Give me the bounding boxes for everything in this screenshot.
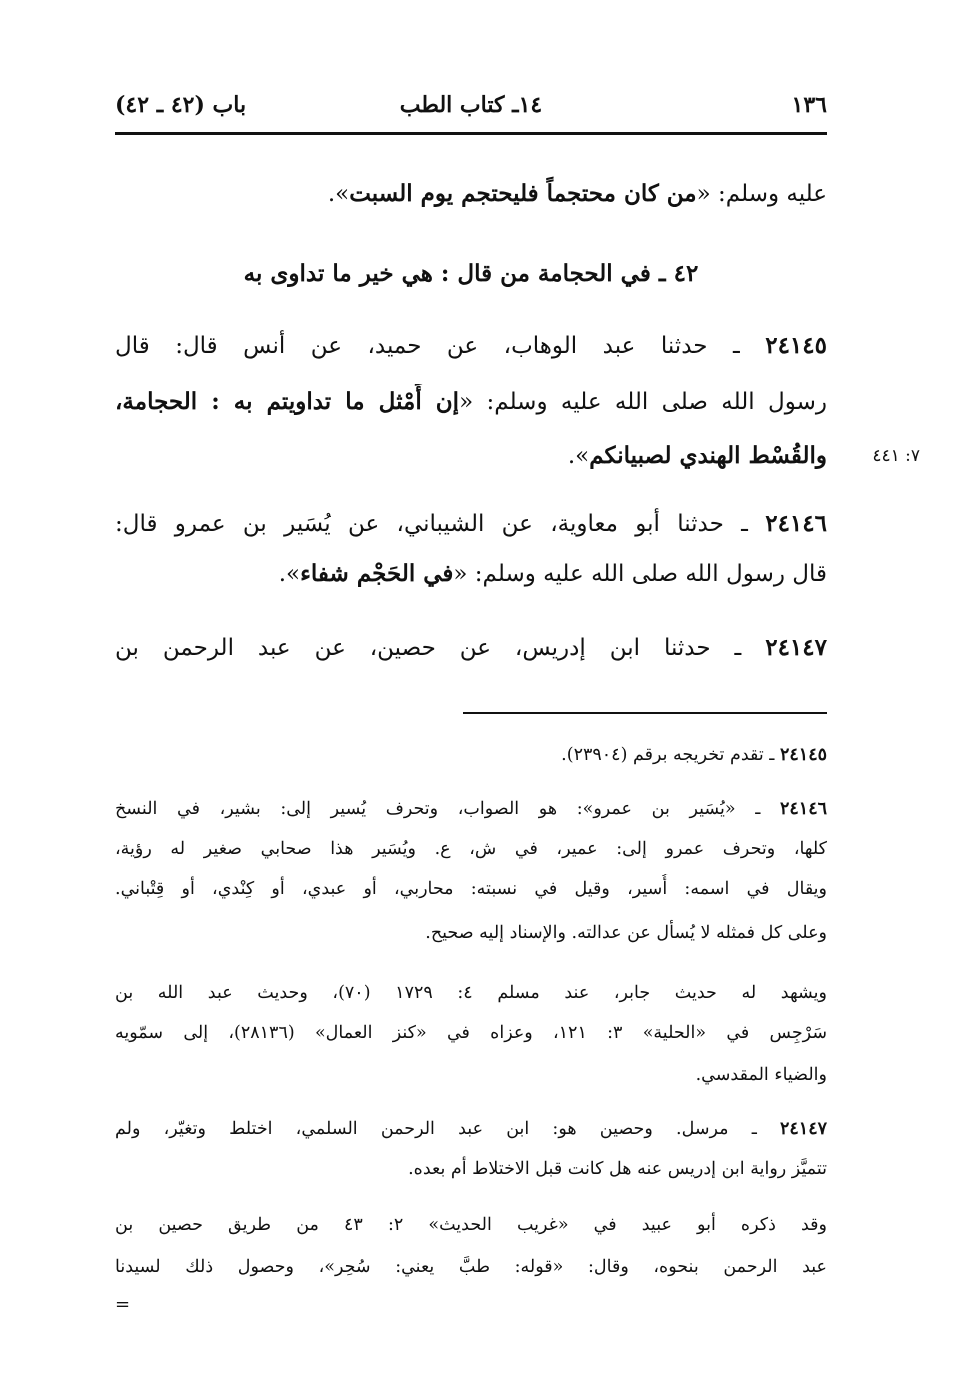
footnote-24147-line-2: تتميَّز رواية ابن إدريس عنه هل كانت قبل الاختلاط أم بعده. — [408, 1159, 827, 1179]
section-heading: ٤٢ ـ في الحجامة من قال : هي خير ما تداوى به — [243, 260, 699, 287]
footnote-24146-line-4: وعلى كل فمثله لا يُسأل عن عدالته. والإسناد إليه صحيح. — [425, 923, 827, 943]
hadith-24145-line-3: والقُسْط الهندي لصبيانكم». — [567, 442, 827, 469]
hadith-24146-line-2: قال رسول الله صلى الله عليه وسلم: «في الحَجْم شفاء». — [278, 560, 827, 587]
footnote-24146-line-3: ويقال في اسمه: أُسير، وقيل في نسبته: محاربي، أو عبدي، أو كِنْدي، أو قِتْباني. — [115, 879, 827, 899]
footnote-para-5-line-1: وقد ذكره أبو عبيد في «غريب الحديث» ٢: ٤٣ من طريق حصين بن — [115, 1215, 827, 1235]
hadith-24147-line-1: ٢٤١٤٧ ـ حدثنا ابن إدريس، عن حصين، عن عبد الرحمن بن — [115, 634, 827, 661]
hadith-number: ٢٤١٤٥ — [765, 332, 827, 359]
hadith-24146-line-1: ٢٤١٤٦ ـ حدثنا أبو معاوية، عن الشيباني، عن يُسَير بن عمرو قال: — [115, 510, 827, 537]
footnote-24146-line-1: ٢٤١٤٦ ـ «يُسَير بن عمرو»: هو الصواب، وتحرف يُسير إلى: بشير، في النسخ — [115, 799, 827, 819]
hadith-number: ٢٤١٤٦ — [765, 510, 827, 537]
hadith-number: ٢٤١٤٧ — [765, 634, 827, 661]
continuation-mark: = — [115, 1294, 131, 1315]
footnote-24147-line-1: ٢٤١٤٧ ـ مرسل. وحصين هو: ابن عبد الرحمن السلمي، اختلط وتغيّر، ولم — [115, 1119, 827, 1139]
footnote-24145: ٢٤١٤٥ ـ تقدم تخريجه برقم (٢٣٩٠٤). — [561, 745, 827, 765]
book-title: ١٤ـ كتاب الطب — [399, 92, 543, 118]
hadith-24145-line-1: ٢٤١٤٥ ـ حدثنا عبد الوهاب، عن حميد، عن أنس قال: قال — [115, 332, 827, 359]
footnote-separator — [463, 712, 827, 714]
footnote-24146-line-2: كلها، وتحرف عمرو إلى: عمير، في ش، ع. ويُسَير هذا صحابي صغير له رؤية، — [115, 839, 827, 859]
footnote-para-5-line-2: عبد الرحمن بنحوه، وقال: «قوله: طبَّ يعني: سُحِر»، وحصول ذلك لسيدنا — [115, 1257, 827, 1277]
footnote-para-3-line-3: والضياء المقدسي. — [695, 1065, 827, 1085]
margin-reference: ٧: ٤٤١ — [872, 446, 920, 466]
footnote-para-3-line-2: سَرْجِس في «الحلية» ٣: ١٢١، وعزاه في «كنز العمال» (٢٨١٣٦)، إلى سمّويه — [115, 1023, 827, 1043]
hadith-24145-line-2: رسول الله صلى الله عليه وسلم: «إن أَمْثل ما تداويتم به : الحجامة، — [115, 388, 827, 415]
header-rule — [115, 132, 827, 135]
chapter-reference: باب (٤٢ ـ ٤٢) — [115, 92, 247, 118]
page-header — [115, 88, 827, 128]
page-number: ١٣٦ — [791, 92, 827, 118]
main-line-1: عليه وسلم: «من كان محتجماً فليحتجم يوم السبت». — [327, 180, 827, 207]
footnote-para-3-line-1: ويشهد له حديث جابر، عند مسلم ٤: ١٧٢٩ (٧٠)، وحديث عبد الله بن — [115, 983, 827, 1003]
